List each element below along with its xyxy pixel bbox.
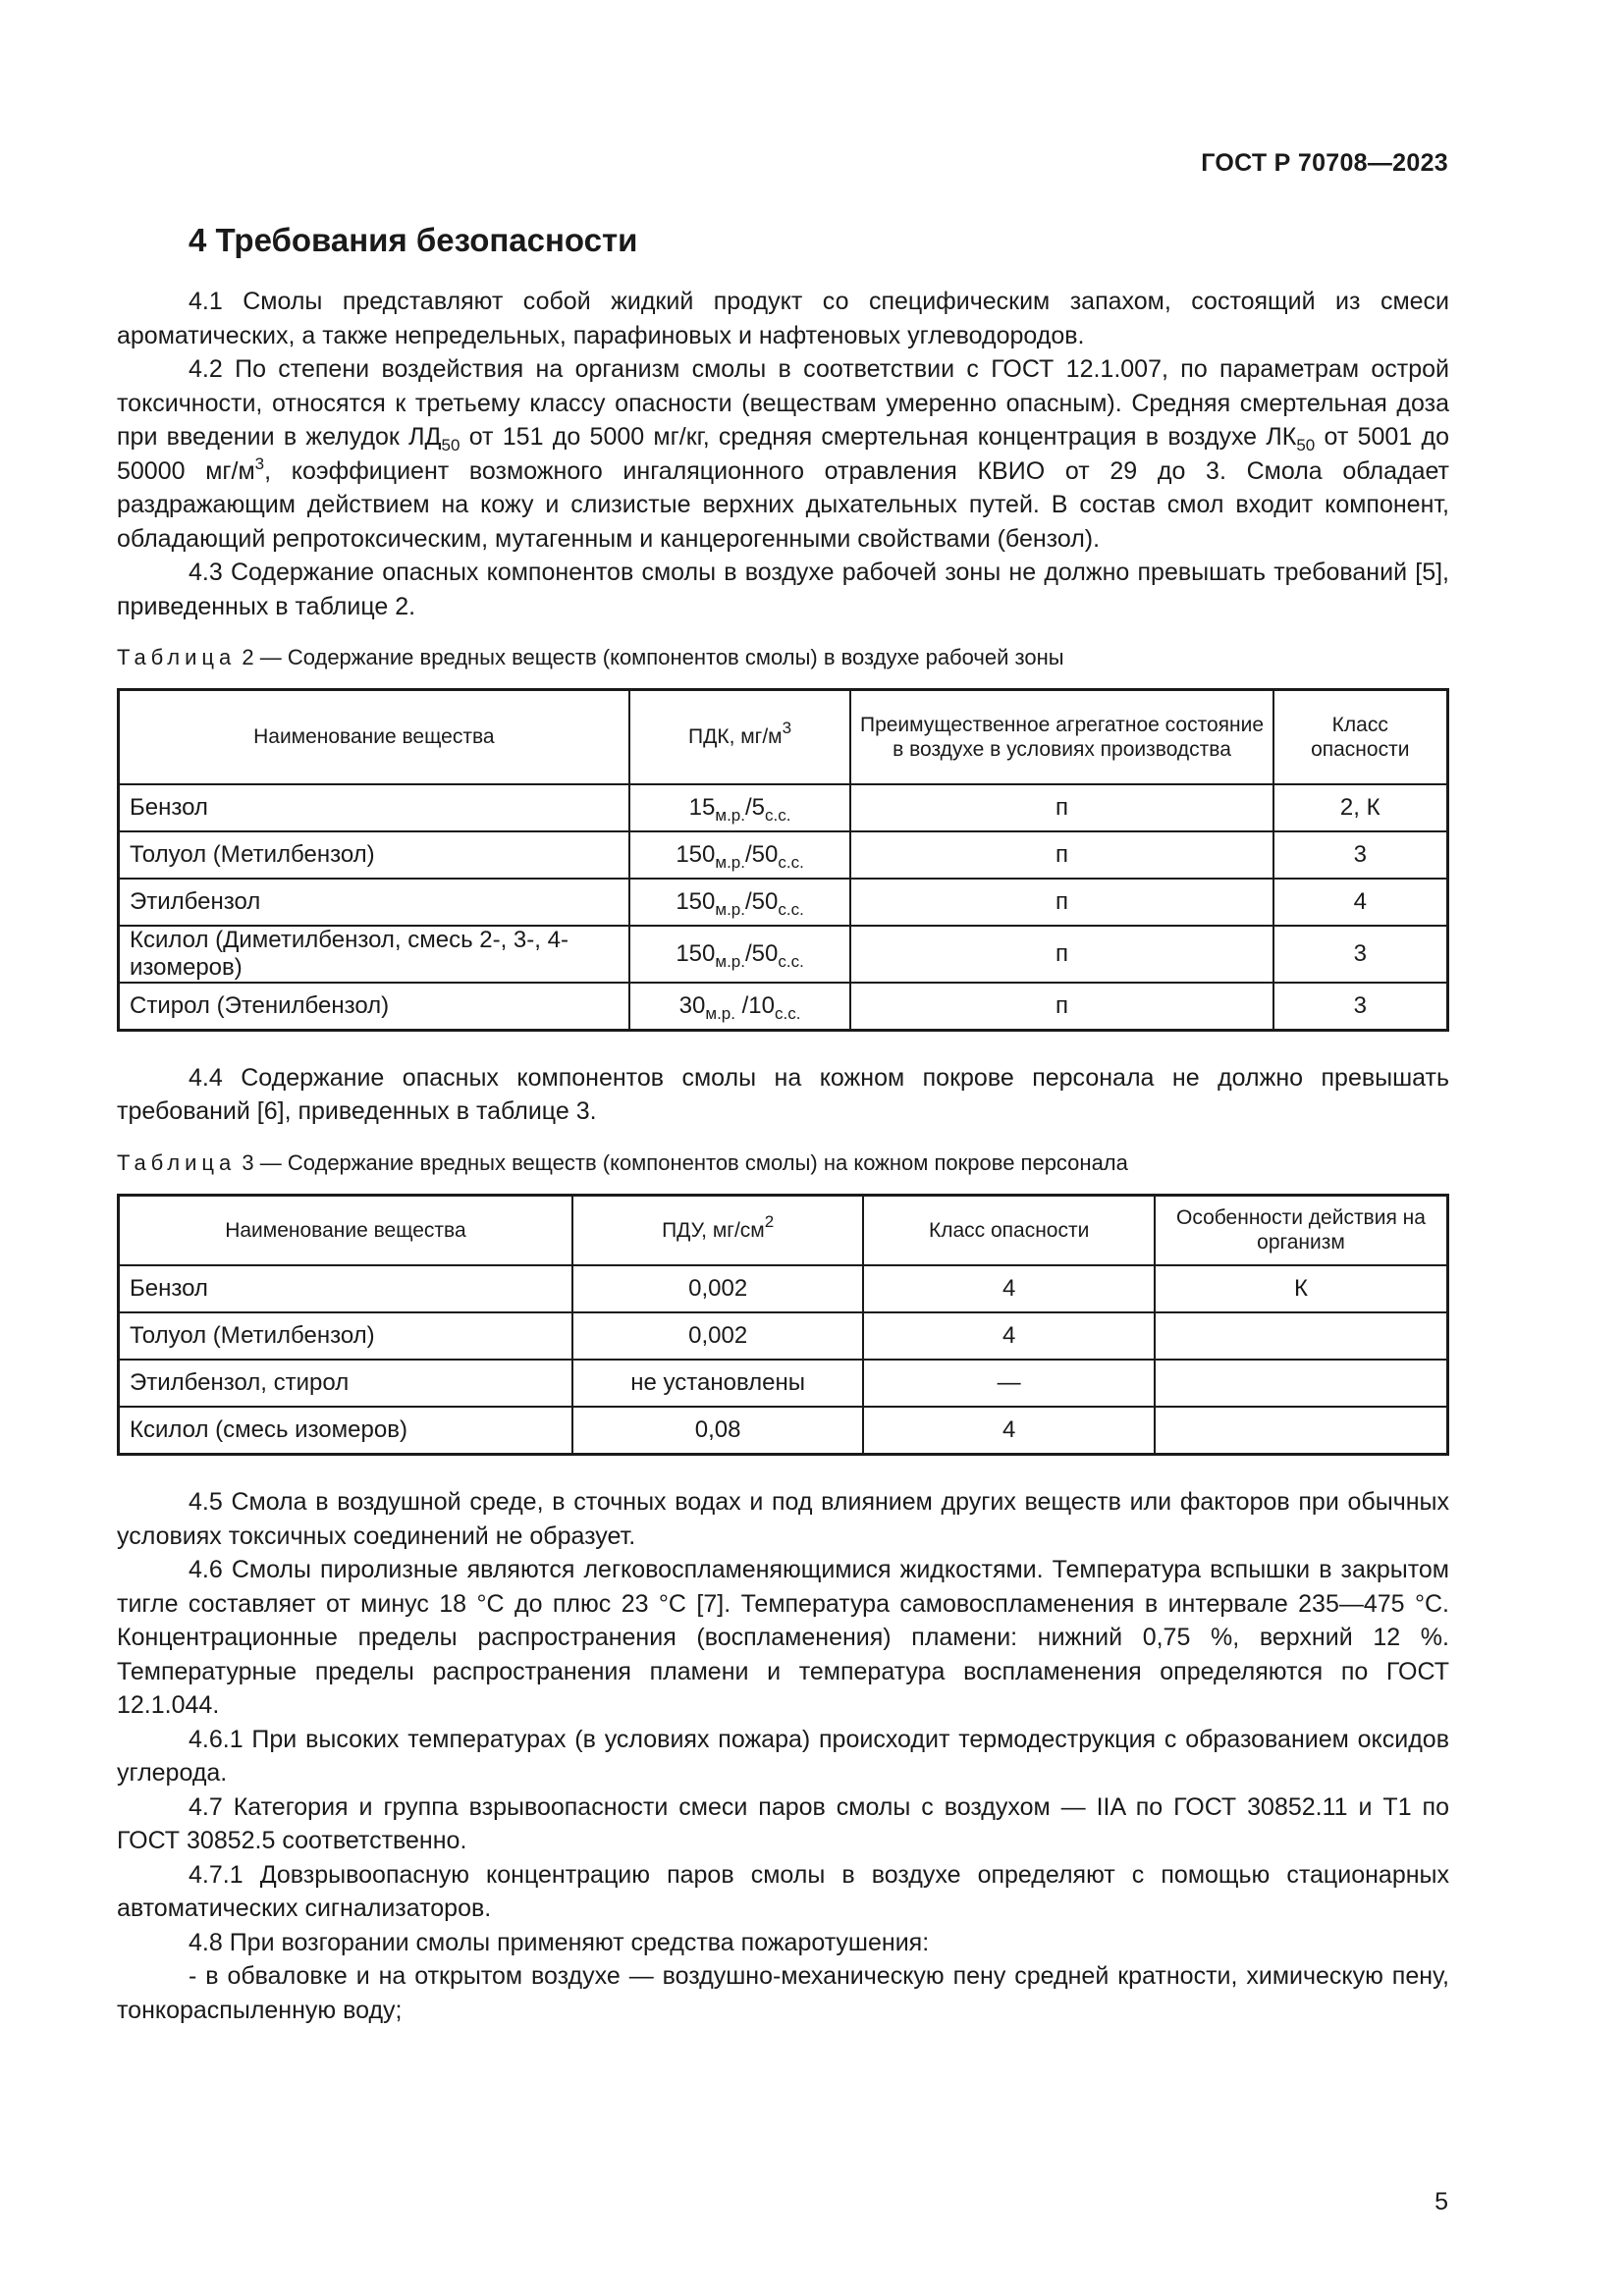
- table-2-header-row: [119, 690, 1448, 784]
- table-cell-name: Толуол (Метилбензол): [119, 1312, 572, 1360]
- page-number: 5: [1435, 2188, 1448, 2216]
- table-row: [119, 784, 1448, 831]
- paragraph-4-6: 4.6 Смолы пиролизные являются легковоспламеняющимися жидкостями. Температура вспышки в закрытом тигле составляет от минус 18 °С до плюс 23 °С [7]. Температура самовоспламенения в интервале 235—475 °С. Концентрационные пределы распространения (воспламенения) пламени: нижний 0,75 %, верхний 12 %. Температурные пределы распространения пламени и температура воспламенения определяются по ГОСТ 12.1.044.: [117, 1556, 1449, 1719]
- table-cell-name: Этилбензол, стирол: [119, 1360, 572, 1407]
- table-cell-class: 2, К: [1273, 784, 1448, 831]
- table-cell-pdu: не установлены: [572, 1360, 864, 1407]
- table-row: [119, 983, 1448, 1031]
- table-cell-name: Бензол: [119, 784, 629, 831]
- paragraph-4-1: 4.1 Смолы представляют собой жидкий продукт со специфическим запахом, состоящий из смеси ароматических, а также непредельных, парафиновых и нафтеновых углеводородов.: [117, 288, 1449, 349]
- table-cell-name: Ксилол (Диметилбензол, смесь 2-, 3-, 4-изомеров): [119, 926, 629, 983]
- table-cell-state: п: [850, 831, 1272, 879]
- paragraph-4-8: 4.8 При возгорании смолы применяют средства пожаротушения:: [189, 1928, 930, 1956]
- table-3-header-name: Наименование вещества: [119, 1195, 572, 1265]
- table-cell-name: Этилбензол: [119, 879, 629, 926]
- table-cell-state: п: [850, 926, 1272, 983]
- table-row: [119, 879, 1448, 926]
- paragraph-4-2: 4.2 По степени воздействия на организм смолы в соответствии с ГОСТ 12.1.007, по параметрам острой токсичности, относятся к третьему классу опасности (веществам умеренно опасным). Средняя смертельная доза при введении в желудок $ЛД_{50}$ от 151 до 5000 мг/кг, средняя смертельная концентрация в воздухе $ЛК_{50}$ от 5001 до 50000 $мг/м^3$, коэффициент возможного ингаляционного отравления КВИО от 29 до 3. Смола обладает раздражающим действием на кожу и слизистые верхних дыхательных путей. В состав смол входит компонент, обладающий репротоксическим, мутагенным и канцерогенными свойствами (бензол).: [117, 355, 1450, 553]
- table-cell-state: п: [850, 983, 1272, 1031]
- table-2-caption: Таблица 2 — Содержание вредных веществ (компонентов смолы) в воздухе рабочей зоны: [117, 645, 1064, 669]
- table-2-header-state: Преимущественное агрегатное состояние в воздухе в условиях производства: [850, 690, 1272, 784]
- table-row: [119, 1407, 1448, 1455]
- table-cell-features: К: [1155, 1265, 1448, 1312]
- table-cell-name: Ксилол (смесь изомеров): [119, 1407, 572, 1455]
- page-content: [117, 222, 1449, 2027]
- table-3-header-class: Класс опасности: [863, 1195, 1155, 1265]
- table-2-header-class: Класс опасности: [1273, 690, 1448, 784]
- table-row: [119, 831, 1448, 879]
- table-cell-pdk: $150_{м.р.}/50_{с.с.}$: [629, 831, 851, 879]
- table-cell-name: Стирол (Этенилбензол): [119, 983, 629, 1031]
- table-cell-class: 4: [863, 1312, 1155, 1360]
- table-2-header-pdk: ПДК, $мг/м^3$: [629, 690, 851, 784]
- table-cell-class: 3: [1273, 926, 1448, 983]
- paragraph-4-7-1: 4.7.1 Довзрывоопасную концентрацию паров смолы в воздухе определяют с помощью стационарных автоматических сигнализаторов.: [117, 1860, 1449, 1922]
- table-cell-state: п: [850, 879, 1272, 926]
- table-cell-class: 4: [863, 1265, 1155, 1312]
- table-cell-class: 4: [863, 1407, 1155, 1455]
- table-3: [117, 1194, 1449, 1457]
- paragraph-4-5: 4.5 Смола в воздушной среде, в сточных водах и под влиянием других веществ или факторов при обычных условиях токсичных соединений не образует.: [117, 1488, 1449, 1550]
- paragraph-4-4: 4.4 Содержание опасных компонентов смолы на кожном покрове персонала не должно превышать требований [6], приведенных в таблице 3.: [117, 1063, 1449, 1125]
- table-cell-pdk: $150_{м.р.}/50_{с.с.}$: [629, 926, 851, 983]
- table-row: [119, 1360, 1448, 1407]
- section-title: 4 Требования безопасности: [189, 222, 638, 258]
- table-cell-pdu: 0,002: [572, 1265, 864, 1312]
- table-cell-pdu: 0,08: [572, 1407, 864, 1455]
- table-3-header-row: [119, 1195, 1448, 1265]
- table-cell-features: [1155, 1360, 1448, 1407]
- table-cell-name: Бензол: [119, 1265, 572, 1312]
- table-3-header-features: Особенности действия на организм: [1155, 1195, 1448, 1265]
- spacer: [117, 1032, 1449, 1061]
- table-cell-features: [1155, 1407, 1448, 1455]
- table-cell-state: п: [850, 784, 1272, 831]
- table-cell-pdk: $30_{м.р.}$ $/10_{с.с.}$: [629, 983, 851, 1031]
- table-cell-name: Толуол (Метилбензол): [119, 831, 629, 879]
- table-row: [119, 1312, 1448, 1360]
- table-cell-pdk: $15_{м.р.}/5_{с.с.}$: [629, 784, 851, 831]
- paragraph-4-3: 4.3 Содержание опасных компонентов смолы в воздухе рабочей зоны не должно превышать требований [5], приведенных в таблице 2.: [117, 559, 1449, 620]
- standard-code: ГОСТ Р 70708—2023: [1201, 149, 1448, 177]
- table-cell-class: —: [863, 1360, 1155, 1407]
- table-cell-features: [1155, 1312, 1448, 1360]
- paragraph-4-7: 4.7 Категория и группа взрывоопасности смеси паров смолы с воздухом — IIA по ГОСТ 30852.11 и Т1 по ГОСТ 30852.5 соответственно.: [117, 1792, 1449, 1854]
- table-cell-pdu: 0,002: [572, 1312, 864, 1360]
- table-row: [119, 926, 1448, 983]
- table-cell-class: 3: [1273, 983, 1448, 1031]
- table-cell-pdk: $150_{м.р.}/50_{с.с.}$: [629, 879, 851, 926]
- table-2-header-name: Наименование вещества: [119, 690, 629, 784]
- spacer: [117, 1456, 1449, 1485]
- table-3-header-pdu: ПДУ, $мг/см^2$: [572, 1195, 864, 1265]
- table-row: [119, 1265, 1448, 1312]
- table-3-caption: Таблица 3 — Содержание вредных веществ (компонентов смолы) на кожном покрове персонала: [117, 1149, 1128, 1175]
- table-2: [117, 688, 1449, 1032]
- list-item: - в обваловке и на открытом воздухе — воздушно-механическую пену средней кратности, химическую пену, тонкораспыленную воду;: [117, 1962, 1449, 2024]
- table-cell-class: 4: [1273, 879, 1448, 926]
- paragraph-4-6-1: 4.6.1 При высоких температурах (в условиях пожара) происходит термодеструкция с образованием оксидов углерода.: [117, 1725, 1449, 1787]
- table-cell-class: 3: [1273, 831, 1448, 879]
